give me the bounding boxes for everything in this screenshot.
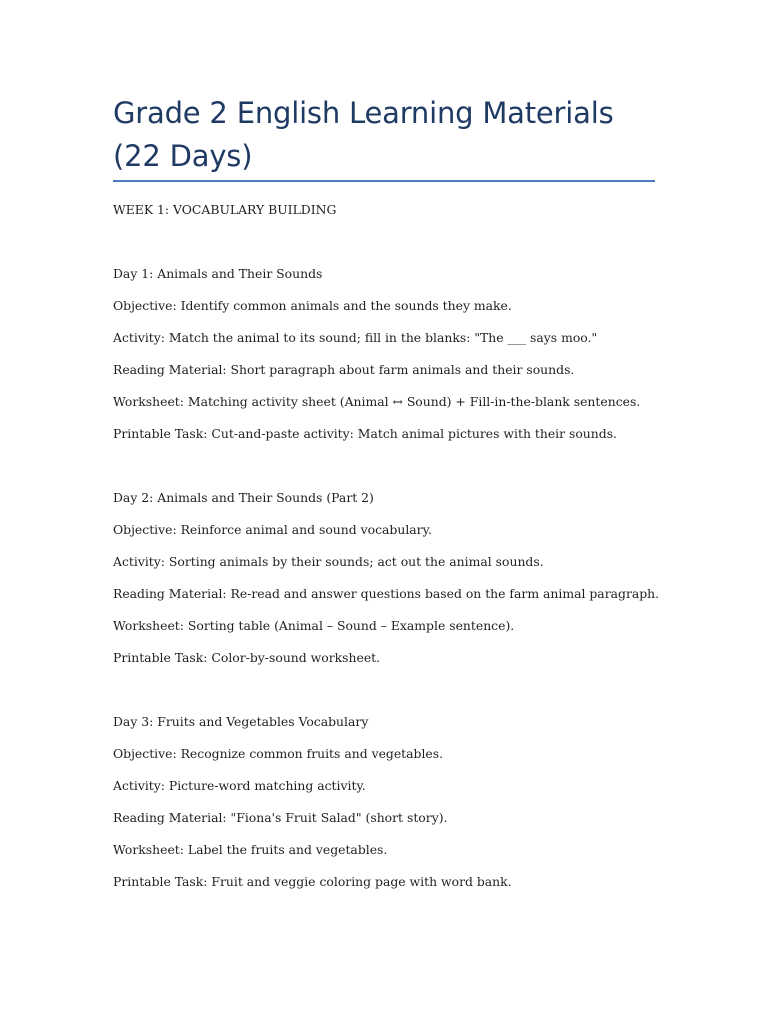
day-3-heading: Day 3: Fruits and Vegetables Vocabulary — [113, 714, 369, 729]
day-3-printable: Printable Task: Fruit and veggie coloring page with word bank. — [113, 874, 512, 889]
day-1-activity: Activity: Match the animal to its sound; fill in the blanks: "The ___ says moo." — [113, 330, 598, 345]
title-underline — [113, 180, 655, 182]
day-1-reading: Reading Material: Short paragraph about farm animals and their sounds. — [113, 362, 575, 377]
week-heading: WEEK 1: VOCABULARY BUILDING — [113, 202, 337, 217]
document-title: Grade 2 English Learning Materials (22 Days) — [113, 96, 614, 173]
day-1-printable: Printable Task: Cut-and-paste activity: Match animal pictures with their sounds. — [113, 426, 617, 441]
day-3-objective: Objective: Recognize common fruits and vegetables. — [113, 746, 444, 761]
day-2-worksheet: Worksheet: Sorting table (Animal – Sound – Example sentence). — [113, 618, 515, 633]
day-3-reading: Reading Material: "Fiona's Fruit Salad" (short story). — [113, 810, 448, 825]
day-2-activity: Activity: Sorting animals by their sounds; act out the animal sounds. — [113, 554, 544, 569]
day-2-heading: Day 2: Animals and Their Sounds (Part 2) — [113, 490, 374, 505]
day-3-worksheet: Worksheet: Label the fruits and vegetables. — [113, 842, 388, 857]
day-1-worksheet: Worksheet: Matching activity sheet (Animal ↔ Sound) + Fill-in-the-blank sentences. — [113, 394, 641, 409]
day-1-heading: Day 1: Animals and Their Sounds — [113, 266, 323, 281]
day-2-printable: Printable Task: Color-by-sound worksheet. — [113, 650, 381, 665]
day-2-objective: Objective: Reinforce animal and sound vocabulary. — [113, 522, 432, 537]
day-1-objective: Objective: Identify common animals and the sounds they make. — [113, 298, 512, 313]
day-3-activity: Activity: Picture-word matching activity. — [113, 778, 366, 793]
day-2-reading: Reading Material: Re-read and answer questions based on the farm animal paragraph. — [113, 586, 660, 601]
